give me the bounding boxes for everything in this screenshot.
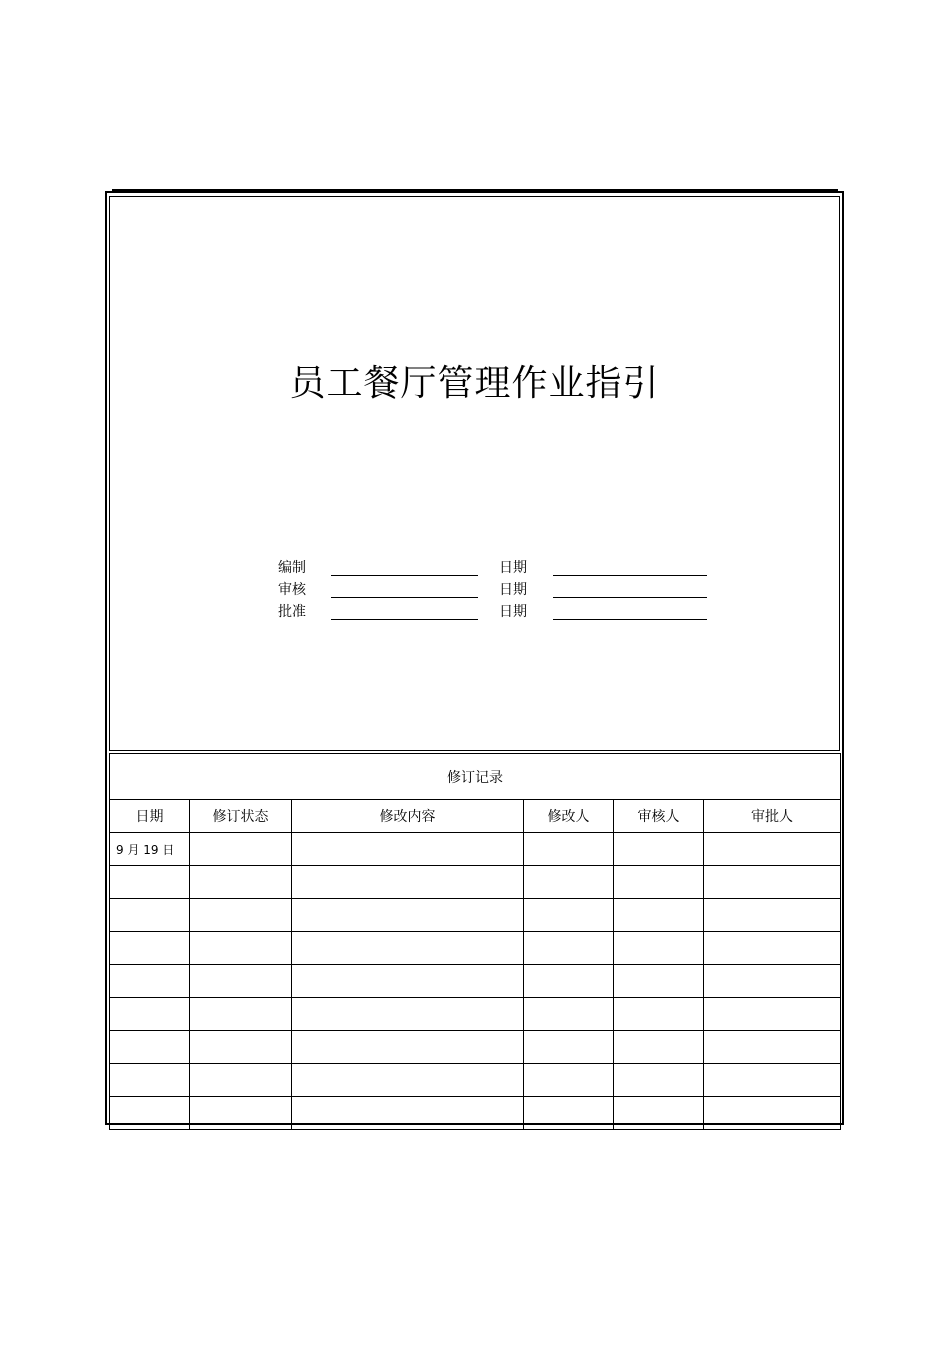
date-line[interactable] [553,619,707,620]
table-row [110,998,841,1031]
cover-section [109,196,840,751]
signoff-row-reviewed [278,579,718,601]
cell-content[interactable] [292,1097,524,1130]
cell-approver[interactable] [704,1097,841,1130]
cell-modifier[interactable] [524,998,614,1031]
signoff-date-label: 日期 [499,604,527,620]
cell-status[interactable] [190,899,292,932]
signoff-row-prepared [278,557,718,579]
signoff-date-label: 日期 [499,582,527,598]
column-header-approver: 审批人 [704,800,841,833]
signoff-row-approved [278,601,718,623]
date-line[interactable] [553,575,707,576]
cell-approver[interactable] [704,1031,841,1064]
cell-date[interactable]: 9 月 19 日 [110,833,190,866]
cell-status[interactable] [190,866,292,899]
cell-reviewer[interactable] [614,833,704,866]
cell-approver[interactable] [704,965,841,998]
cell-status[interactable] [190,1064,292,1097]
table-row [110,866,841,899]
cell-approver[interactable] [704,932,841,965]
table-row [110,833,841,866]
table-row [110,1031,841,1064]
cell-status[interactable] [190,833,292,866]
cell-reviewer[interactable] [614,1031,704,1064]
date-line[interactable] [553,597,707,598]
column-header-content: 修改内容 [292,800,524,833]
table-row [110,965,841,998]
cell-modifier[interactable] [524,1031,614,1064]
cell-content[interactable] [292,866,524,899]
cell-status[interactable] [190,932,292,965]
revision-record-section [109,753,840,1122]
signoff-role-label: 审核 [278,582,306,598]
cell-reviewer[interactable] [614,866,704,899]
cell-content[interactable] [292,1031,524,1064]
cell-modifier[interactable] [524,1097,614,1130]
cell-modifier[interactable] [524,932,614,965]
document-frame [105,191,844,1125]
revision-table-title: 修订记录 [110,754,841,800]
cell-content[interactable] [292,899,524,932]
cell-modifier[interactable] [524,866,614,899]
cell-approver[interactable] [704,998,841,1031]
cell-modifier[interactable] [524,1064,614,1097]
column-header-reviewer: 审核人 [614,800,704,833]
column-header-modifier: 修改人 [524,800,614,833]
cell-date[interactable] [110,965,190,998]
cell-date[interactable] [110,1064,190,1097]
cell-approver[interactable] [704,833,841,866]
signature-line[interactable] [331,619,478,620]
cell-content[interactable] [292,998,524,1031]
revision-table [109,753,841,1130]
cell-modifier[interactable] [524,965,614,998]
cell-reviewer[interactable] [614,1097,704,1130]
cell-content[interactable] [292,1064,524,1097]
signature-line[interactable] [331,575,478,576]
cell-modifier[interactable] [524,833,614,866]
cell-approver[interactable] [704,899,841,932]
cell-status[interactable] [190,965,292,998]
cell-reviewer[interactable] [614,998,704,1031]
cell-date[interactable] [110,866,190,899]
cell-approver[interactable] [704,866,841,899]
cell-reviewer[interactable] [614,932,704,965]
cell-content[interactable] [292,932,524,965]
cell-date[interactable] [110,998,190,1031]
cell-date[interactable] [110,932,190,965]
table-row [110,1097,841,1130]
cell-status[interactable] [190,1097,292,1130]
cell-status[interactable] [190,1031,292,1064]
signoff-role-label: 批准 [278,604,306,620]
cell-approver[interactable] [704,1064,841,1097]
cell-date[interactable] [110,1031,190,1064]
column-header-status: 修订状态 [190,800,292,833]
cell-reviewer[interactable] [614,1064,704,1097]
revision-title-row [110,754,841,800]
column-header-date: 日期 [110,800,190,833]
table-row [110,1064,841,1097]
cell-date[interactable] [110,1097,190,1130]
cell-reviewer[interactable] [614,965,704,998]
signoff-date-label: 日期 [499,560,527,576]
cell-content[interactable] [292,965,524,998]
cell-status[interactable] [190,998,292,1031]
cell-content[interactable] [292,833,524,866]
cell-modifier[interactable] [524,899,614,932]
signoff-role-label: 编制 [278,560,306,576]
cell-date[interactable] [110,899,190,932]
signature-line[interactable] [331,597,478,598]
cell-reviewer[interactable] [614,899,704,932]
revision-header-row [110,800,841,833]
table-row [110,932,841,965]
document-title: 员工餐厅管理作业指引 [289,363,660,404]
table-row [110,899,841,932]
